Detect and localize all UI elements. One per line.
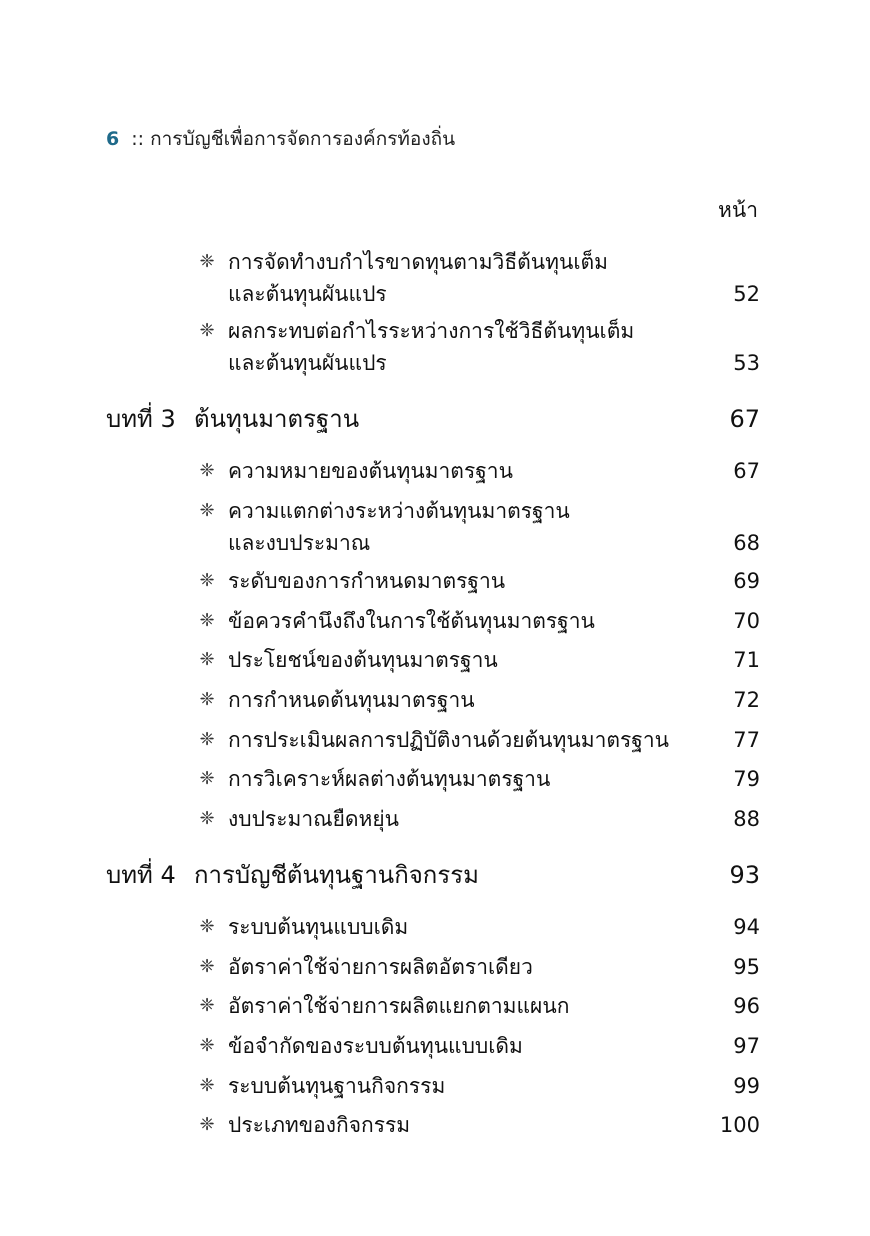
chapter-title: ต้นทุนมาตรฐาน xyxy=(194,405,360,433)
flower-bullet-icon: ❈ xyxy=(199,995,215,1016)
flower-bullet-icon: ❈ xyxy=(199,460,215,481)
toc-entry-page: 69 xyxy=(733,569,760,593)
flower-bullet-icon: ❈ xyxy=(199,500,215,521)
flower-bullet-icon: ❈ xyxy=(199,610,215,631)
toc-entry-text: อัตราค่าใช้จ่ายการผลิตอัตราเดียว xyxy=(228,955,533,979)
flower-bullet-icon: ❈ xyxy=(199,916,215,937)
header-page-number: 6 xyxy=(106,128,120,150)
toc-entry xyxy=(196,803,760,835)
toc-entry xyxy=(196,455,760,487)
toc-entry xyxy=(196,990,760,1022)
toc-entry-page: 71 xyxy=(733,648,760,672)
toc-entry xyxy=(196,644,760,676)
chapter-label: บทที่ 4 xyxy=(106,861,176,889)
toc-entry-page: 70 xyxy=(733,609,760,633)
toc-entry xyxy=(196,565,760,597)
toc-entry-page: 52 xyxy=(733,282,760,306)
chapter-heading xyxy=(106,858,760,892)
toc-entry-text: ข้อควรคำนึงถึงในการใช้ต้นทุนมาตรฐาน xyxy=(228,609,595,633)
chapter-title: การบัญชีต้นทุนฐานกิจกรรม xyxy=(194,861,479,889)
toc-entry xyxy=(196,1030,760,1062)
toc-entry-text: การวิเคราะห์ผลต่างต้นทุนมาตรฐาน xyxy=(228,767,551,791)
toc-entry-page: 97 xyxy=(733,1034,760,1058)
toc-entry-text: ข้อจำกัดของระบบต้นทุนแบบเดิม xyxy=(228,1034,523,1058)
toc-entry xyxy=(196,605,760,637)
flower-bullet-icon: ❈ xyxy=(199,729,215,750)
toc-entry-text: ระบบต้นทุนฐานกิจกรรม xyxy=(228,1074,446,1098)
toc-entry-page: 95 xyxy=(733,955,760,979)
flower-bullet-icon: ❈ xyxy=(199,1075,215,1096)
toc-entry-text: อัตราค่าใช้จ่ายการผลิตแยกตามแผนก xyxy=(228,994,570,1018)
flower-bullet-icon: ❈ xyxy=(199,1035,215,1056)
toc-entry xyxy=(196,1070,760,1102)
toc-entry xyxy=(196,724,760,756)
chapter-page: 93 xyxy=(729,861,760,889)
toc-entry-page: 94 xyxy=(733,915,760,939)
toc-entry-page: 100 xyxy=(719,1113,760,1137)
toc-entry-page: 67 xyxy=(733,459,760,483)
toc-entry-page: 72 xyxy=(733,688,760,712)
toc-entry-text: ระดับของการกำหนดมาตรฐาน xyxy=(228,569,506,593)
toc-entry-page: 96 xyxy=(733,994,760,1018)
running-header xyxy=(106,124,455,154)
toc-entry-page: 79 xyxy=(733,767,760,791)
flower-bullet-icon: ❈ xyxy=(199,649,215,670)
flower-bullet-icon: ❈ xyxy=(199,956,215,977)
toc-entry-text: ประเภทของกิจกรรม xyxy=(228,1113,411,1137)
flower-bullet-icon: ❈ xyxy=(199,251,215,272)
toc-entry xyxy=(196,246,760,310)
toc-entry-text: การกำหนดต้นทุนมาตรฐาน xyxy=(228,688,475,712)
chapter-label: บทที่ 3 xyxy=(106,405,176,433)
toc-entry-text: ความแตกต่างระหว่างต้นทุนมาตรฐาน และงบประมาณ xyxy=(228,499,570,555)
header-title: :: การบัญชีเพื่อการจัดการองค์กรท้องถิ่น xyxy=(131,128,456,150)
page-column-label: หน้า xyxy=(718,198,758,222)
toc-entry-text: งบประมาณยืดหยุ่น xyxy=(228,807,400,831)
toc-entry xyxy=(196,951,760,983)
chapter-page: 67 xyxy=(729,405,760,433)
toc-entry-text: ผลกระทบต่อกำไรระหว่างการใช้วิธีต้นทุนเต็ม และต้นทุนผันแปร xyxy=(228,319,635,375)
flower-bullet-icon: ❈ xyxy=(199,1114,215,1135)
toc-entry xyxy=(196,763,760,795)
flower-bullet-icon: ❈ xyxy=(199,320,215,341)
toc-entry-text: ระบบต้นทุนแบบเดิม xyxy=(228,915,409,939)
toc-entry-page: 53 xyxy=(733,351,760,375)
flower-bullet-icon: ❈ xyxy=(199,689,215,710)
toc-entry xyxy=(196,315,760,379)
toc-entry xyxy=(196,495,760,559)
toc-entry-text: ความหมายของต้นทุนมาตรฐาน xyxy=(228,459,513,483)
toc-entry xyxy=(196,684,760,716)
toc-entry-text: การจัดทำงบกำไรขาดทุนตามวิธีต้นทุนเต็ม และต้นทุนผันแปร xyxy=(228,250,609,306)
toc-entry-text: การประเมินผลการปฏิบัติงานด้วยต้นทุนมาตรฐาน xyxy=(228,728,670,752)
toc-entry-page: 68 xyxy=(733,531,760,555)
toc-entry xyxy=(196,911,760,943)
chapter-heading xyxy=(106,402,760,436)
flower-bullet-icon: ❈ xyxy=(199,570,215,591)
toc-entry-page: 99 xyxy=(733,1074,760,1098)
toc-entry-page: 77 xyxy=(733,728,760,752)
flower-bullet-icon: ❈ xyxy=(199,768,215,789)
flower-bullet-icon: ❈ xyxy=(199,808,215,829)
toc-entry xyxy=(196,1109,760,1141)
toc-entry-text: ประโยชน์ของต้นทุนมาตรฐาน xyxy=(228,648,498,672)
toc-entry-page: 88 xyxy=(733,807,760,831)
